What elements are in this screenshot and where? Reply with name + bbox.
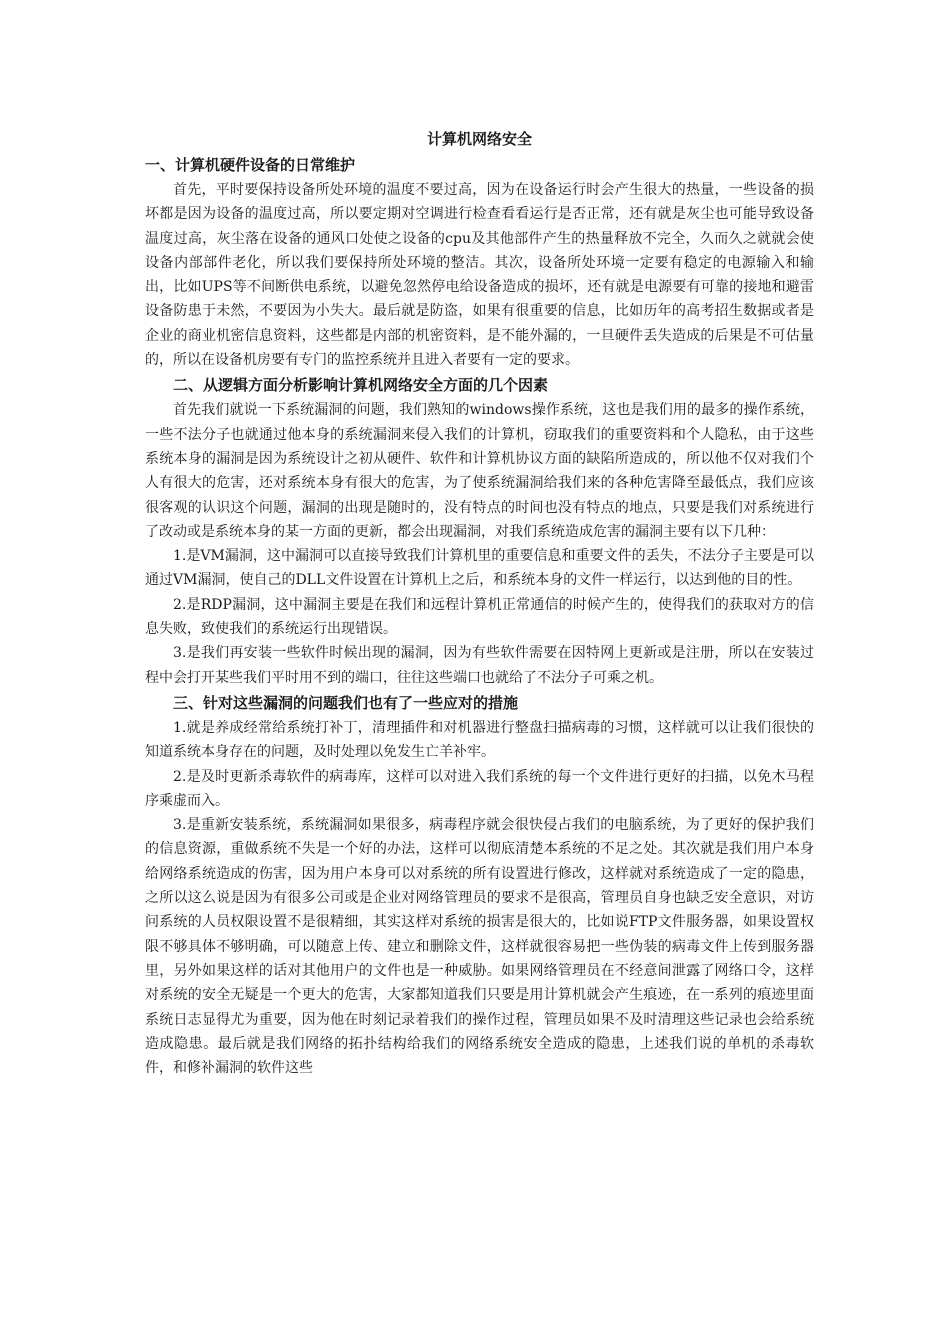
document-title: 计算机网络安全 [426,130,532,148]
section-2-item-1: 1.是VM漏洞，这中漏洞可以直接导致我们计算机里的重要信息和重要文件的丢失，不法分子主要是可以通过VM漏洞，使自己的DLL文件设置在计算机上之后，和系统本身的文件一样运行，以达到他的目的性。 [145,548,814,589]
section-1-heading: 一、计算机硬件设备的日常维护 [145,156,356,174]
section-2-item-2: 2.是RDP漏洞，这中漏洞主要是在我们和远程计算机正常通信的时候产生的，使得我们的获取对方的信息失败，致使我们的系统运行出现错误。 [145,596,814,638]
section-3-item-1: 1.就是养成经常给系统打补丁，清理插件和对机器进行整盘扫描病毒的习惯，这样就可以让我们很快的知道系统本身存在的问题，及时处理以免发生亡羊补牢。 [145,719,814,761]
section-3-item-2: 2.是及时更新杀毒软件的病毒库，这样可以对进入我们系统的每一个文件进行更好的扫描，以免木马程序乘虚而入。 [145,768,814,809]
section-2-paragraph-1: 首先我们就说一下系统漏洞的问题，我们熟知的windows操作系统，这也是我们用的最多的操作系统，一些不法分子也就通过他本身的系统漏洞来侵入我们的计算机，窃取我们的重要资料和个人隐私，由于这些系统本身的漏洞是因为系统设计之初从硬件、软件和计算机协议方面的缺陷所造成的，所以他不仅对我们个人有很大的危害，还对系统本身有很大的危害，为了使系统漏洞给我们来的各种危害降至最低点，我们应该很客观的认识这个问题，漏洞的出现是随时的，没有特点的时间也没有特点的地点，只要是我们对系统进行了改动或是系统本身的某一方面的更新，都会出现漏洞，对我们系统造成危害的漏洞主要有以下几种： [145,402,814,540]
section-3-heading: 三、针对这些漏洞的问题我们也有了一些应对的措施 [173,693,519,712]
section-2-heading: 二、从逻辑方面分析影响计算机网络安全方面的几个因素 [173,376,549,395]
section-3-item-3: 3.是重新安装系统，系统漏洞如果很多，病毒程序就会很快侵占我们的电脑系统，为了更好的保护我们的信息资源，重做系统不失是一个好的办法，这样可以彻底清楚本系统的不足之处。其次就是我们用户本身给网络系统造成的伤害，因为用户本身可以对系统的所有设置进行修改，这样就对系统造成了一定的隐患，之所以这么说是因为有很多公司或是企业对网络管理员的要求不是很高，管理员自身也缺乏安全意识，对访问系统的人员权限设置不是很精细，其实这样对系统的损害是很大的，比如说FTP文件服务器，如果设置权限不够具体不够明确，可以随意上传、建立和删除文件，这样就很容易把一些伪装的病毒文件上传到服务器里，另外如果这样的话对其他用户的文件也是一种威胁。如果网络管理员在不经意间泄露了网络口令，这样对系统的安全无疑是一个更大的危害，大家都知道我们只要是用计算机就会产生痕迹，在一系列的痕迹里面系统日志显得尤为重要，因为他在时刻记录着我们的操作过程，管理员如果不及时清理这些记录也会给系统造成隐患。最后就是我们网络的拓扑结构给我们的网络系统安全造成的隐患，上述我们说的单机的杀毒软件，和修补漏洞的软件这些 [145,817,814,1077]
section-2-item-3: 3.是我们再安装一些软件时候出现的漏洞，因为有些软件需要在因特网上更新或是注册，所以在安装过程中会打开某些我们平时用不到的端口，往往这些端口也就给了不法分子可乘之机。 [145,645,814,686]
section-1-paragraph-1: 首先，平时要保持设备所处环境的温度不要过高，因为在设备运行时会产生很大的热量，一些设备的损坏都是因为设备的温度过高，所以要定期对空调进行检查看看运行是否正常，还有就是灰尘也可能导致设备温度过高，灰尘落在设备的通风口处使之设备的cpu及其他部件产生的热量释放不完全，久而久之就就会使设备内部部件老化，所以我们要保持所处环境的整洁。其次，设备所处环境一定要有稳定的电源输入和输出，比如UPS等不间断供电系统，以避免忽然停电给设备造成的损坏，还有就是电源要有可靠的接地和避雷设备防患于未然，不要因为小失大。最后就是防盗，如果有很重要的信息，比如历年的高考招生数据或者是企业的商业机密信息资料，这些都是内部的机密资料，是不能外漏的，一旦硬件丢失造成的后果是不可估量的，所以在设备机房要有专门的监控系统并且进入者要有一定的要求。 [145,182,814,369]
